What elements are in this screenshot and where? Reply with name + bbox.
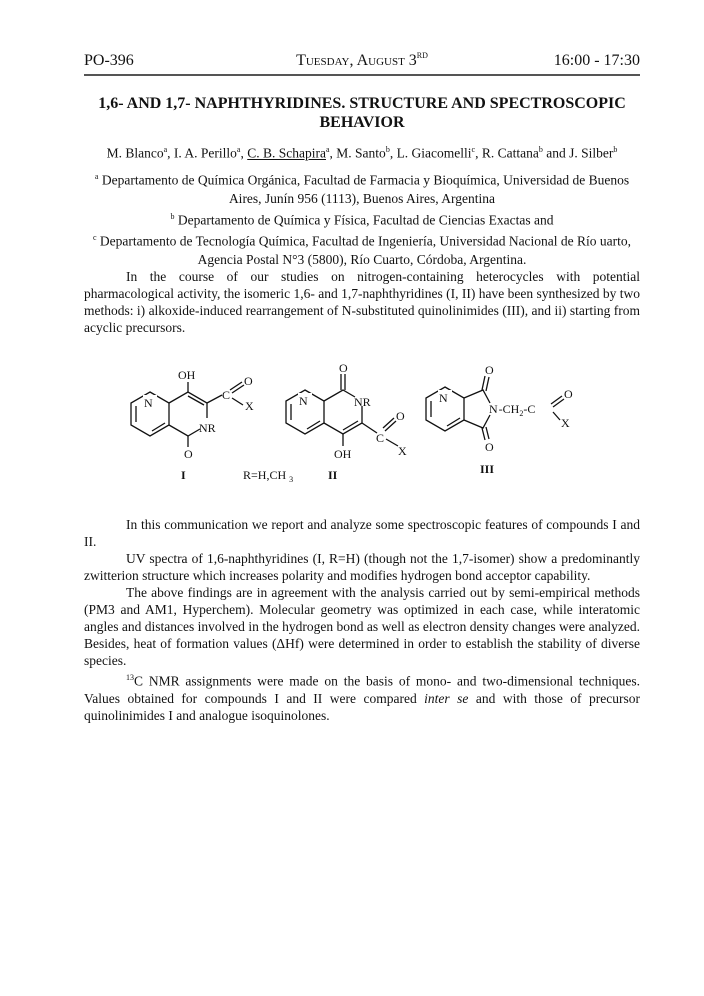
author-name: R. Cattana: [481, 145, 539, 161]
author-name: J. Silber: [569, 145, 614, 161]
compound-label-II: II: [328, 468, 338, 482]
structure-II: [286, 361, 407, 461]
atom-label: O: [244, 374, 253, 388]
discussion-section: [84, 516, 640, 724]
r-substituent-note: [243, 468, 293, 484]
affiliation-a: [84, 168, 640, 208]
affiliation-c: [84, 229, 640, 269]
author-affiliation-mark: b: [385, 145, 390, 154]
affiliation-text: Departamento de Química y Física, Facultad de Ciencias Exactas and: [174, 212, 554, 227]
paragraph: UV spectra of 1,6-naphthyridines (I, R=H) (though not the 1,7-isomer) show a predominantly zwitterion structure which increases polarity and modifies hydrogen bond acceptor capability.: [84, 551, 640, 583]
atom-label: O: [564, 387, 573, 401]
affiliations: [84, 168, 640, 269]
atom-label: N: [489, 402, 498, 416]
author-name: I. A. Perillo: [173, 145, 237, 161]
paper-title: 1,6- AND 1,7- NAPHTHYRIDINES. STRUCTURE AND SPECTROSCOPIC BEHAVIOR: [98, 95, 626, 131]
paragraph: [84, 669, 640, 724]
atom-label: CH: [502, 402, 520, 416]
atom-label: X: [245, 399, 254, 413]
structure-I: [131, 368, 254, 461]
atom-label: O: [339, 361, 348, 375]
atom-label: X: [398, 444, 407, 458]
author-separator: and: [542, 145, 570, 161]
author-name: C. B. Schapira: [247, 145, 326, 161]
affiliation-text: Departamento de Tecnología Química, Facultad de Ingeniería, Universidad Nacional de Río uarto, Agencia Postal N°3 (5800), Río Cuarto, Córdoba, Argentina.: [96, 233, 632, 267]
chemical-structures-figure: [0, 360, 704, 490]
atom-label: OH: [178, 368, 196, 382]
author-affiliation-mark: b: [538, 145, 543, 154]
author-separator: ,: [240, 145, 248, 161]
author-separator: ,: [389, 145, 397, 161]
atom-label: N: [299, 394, 308, 408]
page-header: [84, 50, 640, 76]
compound-label-I: I: [181, 468, 186, 482]
atom-label: O: [396, 409, 405, 423]
isotope-superscript: 13: [126, 673, 134, 682]
author-name: L. Giacomelli: [396, 145, 472, 161]
author-affiliation-mark: a: [163, 145, 168, 154]
affiliation-mark: a: [94, 172, 99, 181]
atom-label: OH: [334, 447, 352, 461]
paragraph: The above findings are in agreement with the analysis carried out by semi-empirical methods (PM3 and AM1, Hyperchem). Molecular geometry was optimized in each case, while interatomic angles and distances involved in the hydrogen bond as well as electron density changes were analyzed. Besides, heat of formation values (ΔHf) were determined in order to establish the stability of diverse species.: [84, 585, 640, 668]
structure-III: [426, 363, 573, 454]
subscript: 3: [289, 475, 294, 484]
text: and with those of precursor quinolinimides I and analogue isoquinolones.: [84, 690, 640, 723]
atom-label: NR: [354, 395, 371, 409]
author-separator: ,: [167, 145, 174, 161]
atom-label: C: [222, 388, 231, 402]
author-separator: ,: [475, 145, 482, 161]
session-time: 16:00 - 17:30: [553, 52, 640, 69]
atom-label: NR: [199, 421, 216, 435]
author-affiliation-mark: c: [471, 145, 476, 154]
atom-label: O: [485, 363, 494, 377]
author-name: M. Santo: [336, 145, 386, 161]
subscript: 2: [519, 409, 524, 418]
text: C NMR assignments were made on the basis of mono- and two-dimensional techniques. Values obtained for compounds I and II were compared: [84, 673, 640, 706]
n-ch2-label: $N-CH_2-C$: [489, 402, 536, 418]
affiliation-b: [84, 208, 640, 230]
atom-label: C: [527, 402, 536, 416]
atom-label: N: [144, 396, 153, 410]
r-label: R=H,CH: [243, 468, 287, 482]
poster-code: PO-396: [84, 52, 134, 69]
author-name: M. Blanco: [106, 145, 164, 161]
compound-label-III: III: [480, 462, 495, 476]
author-affiliation-mark: a: [236, 145, 241, 154]
affiliation-mark: b: [170, 211, 175, 221]
author-affiliation-mark: b: [613, 145, 618, 154]
affiliation-text: Departamento de Química Orgánica, Facultad de Farmacia y Bioquímica, Universidad de Buenos Aires, Junín 956 (1113), Buenos Aires, Argentina: [98, 172, 630, 206]
day-text: Tuesday, August 3: [296, 52, 417, 69]
intro-paragraph: In the course of our studies on nitrogen-containing heterocycles with potential pharmacological activity, the isomeric 1,6- and 1,7-naphthyridines (I, II) have been synthesized by two methods: i) alkoxide-induced rearrangement of N-substituted quinolinimides (III), and ii) starting from acyclic precursors.: [84, 269, 640, 335]
atom-label: O: [184, 447, 193, 461]
intro-section: [84, 268, 640, 336]
author-affiliation-mark: a: [325, 145, 330, 154]
day-suffix: RD: [416, 51, 428, 60]
author-list: [84, 145, 640, 162]
atom-label: N: [439, 391, 448, 405]
affiliation-mark: c: [92, 233, 97, 242]
paragraph: In this communication we report and analyze some spectroscopic features of compounds I and II.: [84, 517, 640, 549]
atom-label: C: [376, 431, 385, 445]
author-separator: ,: [329, 145, 337, 161]
emphasis: inter se: [424, 690, 469, 706]
atom-label: O: [485, 440, 494, 454]
atom-label: X: [561, 416, 570, 430]
